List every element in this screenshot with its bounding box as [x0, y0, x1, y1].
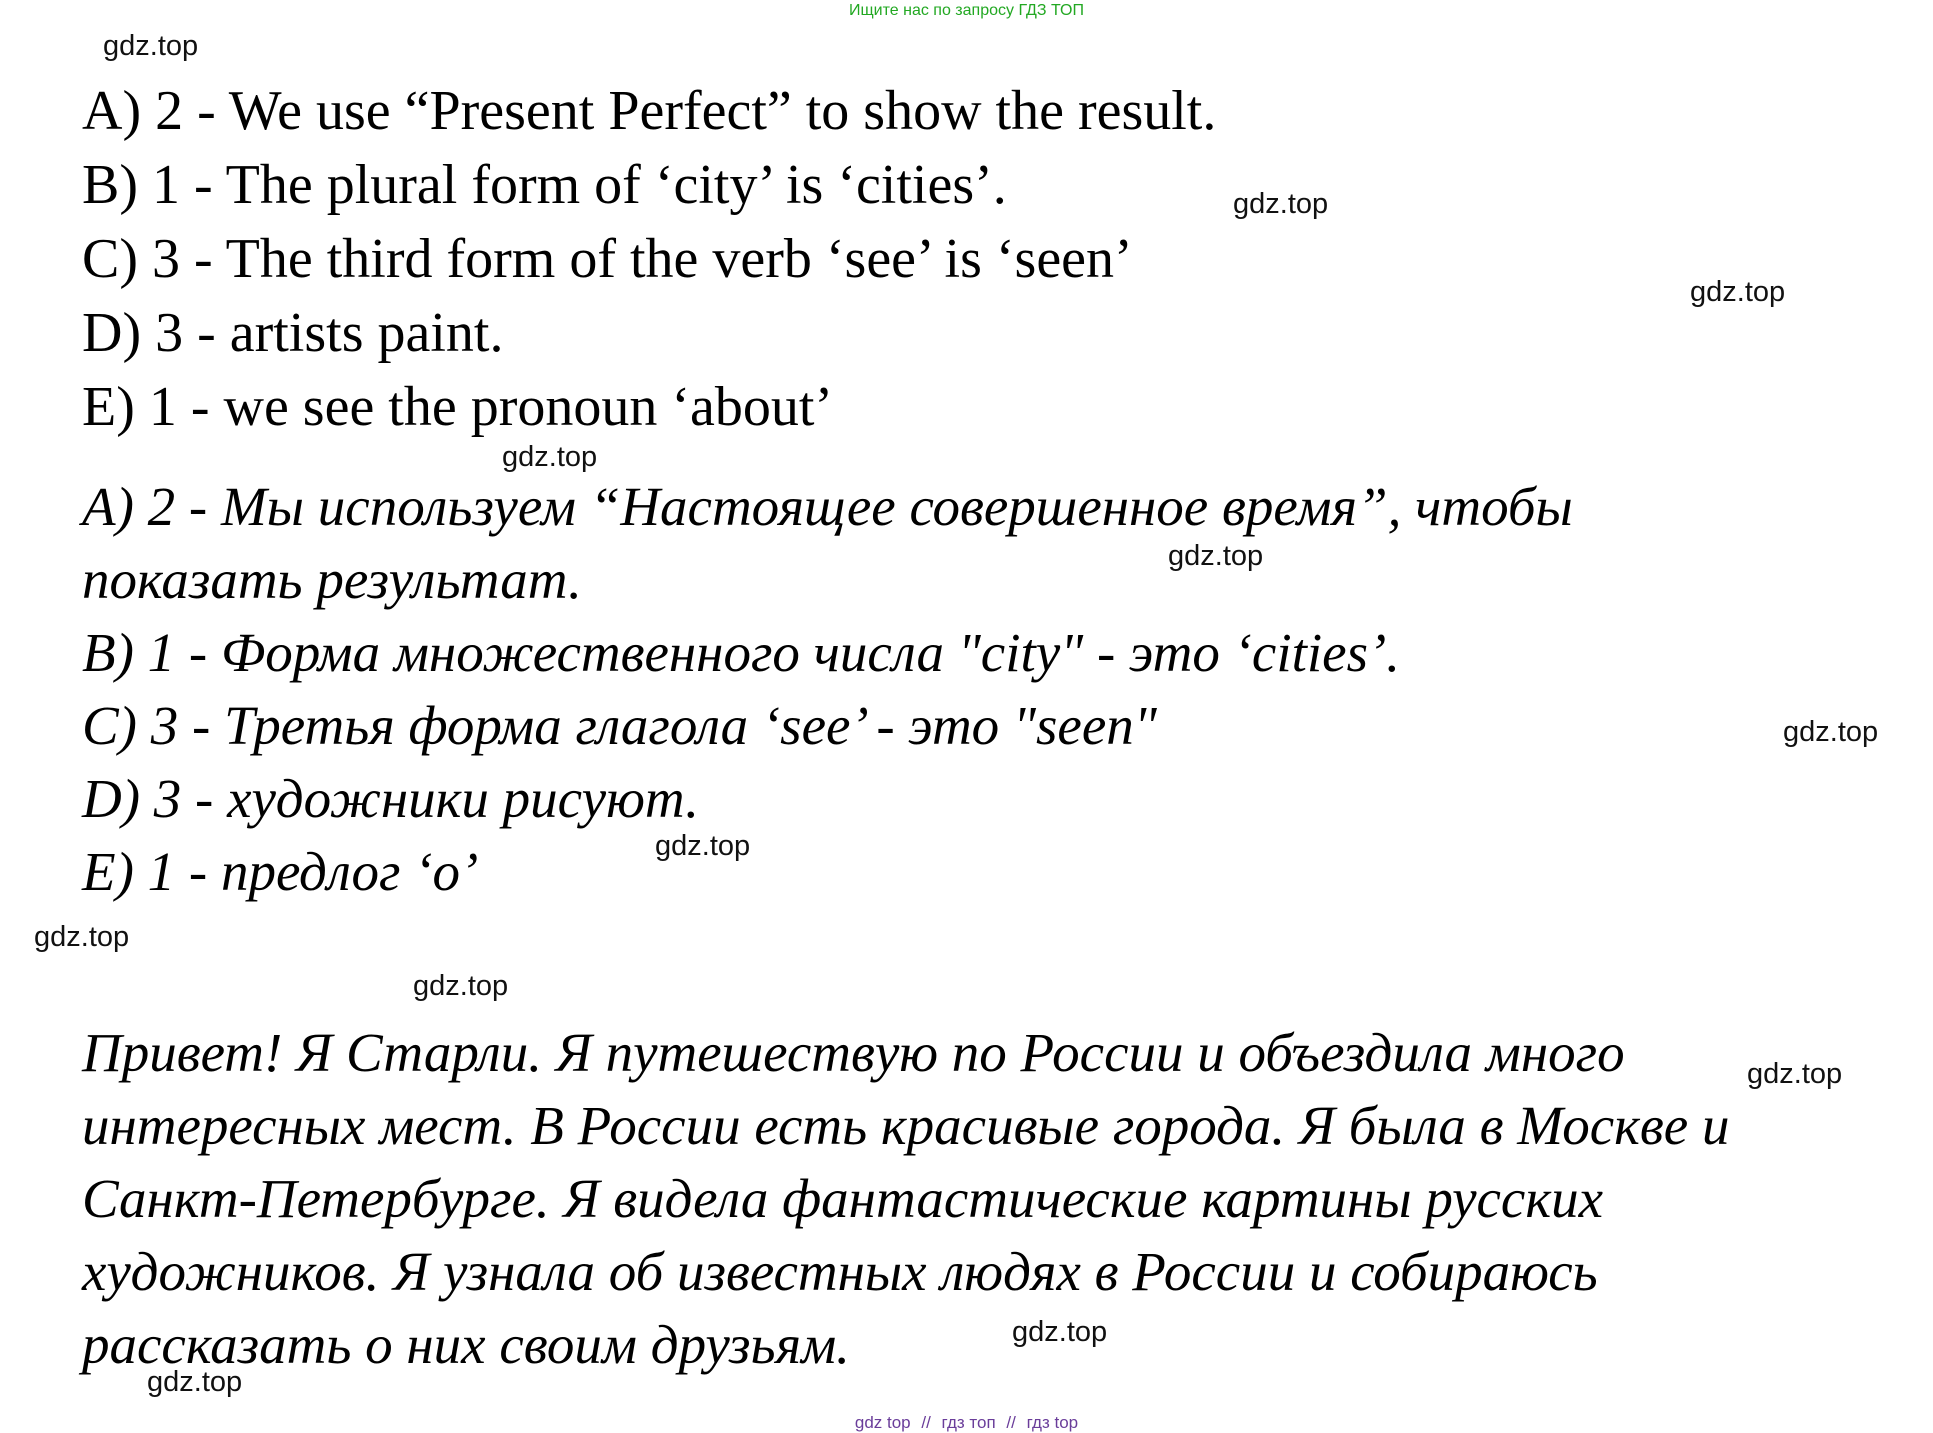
footer-separator: //: [1006, 1413, 1016, 1432]
watermark: gdz.top: [1783, 716, 1879, 748]
story-line: интересных мест. В России есть красивые города. Я была в Москве и: [82, 1095, 1730, 1156]
story-block: [82, 1016, 1872, 1381]
translation-line: B) 1 - Форма множественного числа "city" - это ‘cities’.: [82, 622, 1401, 683]
top-banner: Ищите нас по запросу ГДЗ ТОП: [849, 2, 1084, 19]
watermark: gdz.top: [147, 1366, 243, 1398]
translation-line: A) 2 - Мы используем “Настоящее совершенное время”, чтобы: [82, 476, 1573, 537]
answer-line-c: C) 3 - The third form of the verb ‘see’ is ‘seen’: [82, 228, 1133, 290]
story-line: рассказать о них своим друзьям.: [82, 1314, 850, 1375]
watermark: gdz.top: [413, 970, 509, 1002]
answer-line-d: D) 3 - artists paint.: [82, 302, 504, 364]
story-line: художников. Я узнала об известных людях в России и собираюсь: [82, 1241, 1598, 1302]
footer-separator: //: [921, 1413, 931, 1432]
answer-line-b: B) 1 - The plural form of ‘city’ is ‘cities’.: [82, 154, 1007, 216]
story-line: Санкт-Петербурге. Я видела фантастические картины русских: [82, 1168, 1603, 1229]
footer-item: гдз топ: [941, 1413, 996, 1432]
translation-block: [82, 470, 1902, 908]
translation-line: D) 3 - художники рисуют.: [82, 768, 700, 829]
watermark: gdz.top: [502, 441, 598, 473]
watermark: gdz.top: [1233, 188, 1329, 220]
answers-block: [82, 74, 1216, 444]
watermark: gdz.top: [34, 921, 130, 953]
footer-item: гдз top: [1026, 1413, 1079, 1432]
translation-line: E) 1 - предлог ‘о’: [82, 841, 479, 902]
translation-line: C) 3 - Третья форма глагола ‘see’ - это "seen": [82, 695, 1157, 756]
footer-item: gdz top: [854, 1413, 911, 1432]
watermark: gdz.top: [1168, 540, 1264, 572]
watermark: gdz.top: [1690, 276, 1786, 308]
watermark: gdz.top: [1012, 1316, 1108, 1348]
answer-line-a: A) 2 - We use “Present Perfect” to show the result.: [82, 80, 1217, 142]
watermark: gdz.top: [103, 30, 199, 62]
translation-line: показать результат.: [82, 549, 582, 610]
watermark: gdz.top: [655, 830, 751, 862]
watermark: gdz.top: [1747, 1058, 1843, 1090]
answer-line-e: E) 1 - we see the pronoun ‘about’: [82, 376, 834, 438]
footer: [0, 1413, 1933, 1433]
story-line: Привет! Я Старли. Я путешествую по России и объездила много: [82, 1022, 1625, 1083]
